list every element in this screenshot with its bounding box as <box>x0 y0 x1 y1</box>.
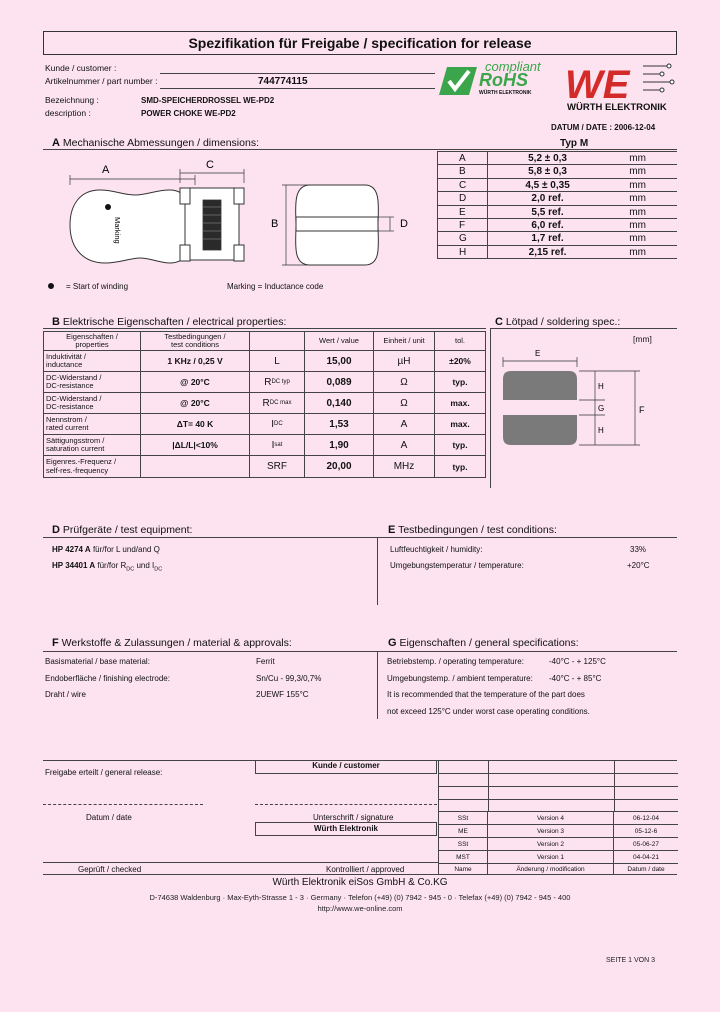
table-row: Sättigungsstrom / saturation current |ΔL/L|<10% I sat 1,90 A typ. <box>44 435 485 456</box>
soldering-unit: [mm] <box>633 334 652 344</box>
section-d-letter: D <box>52 524 60 536</box>
section-c-letter: C <box>495 316 503 328</box>
table-row: DC-Widerstand / DC-resistance @ 20°C R DC typ 0,089 Ω typ. <box>44 372 485 393</box>
brand-name: WÜRTH ELEKTRONIK <box>567 102 667 113</box>
designation-value: SMD-SPEICHERDROSSEL WE-PD2 <box>141 96 275 105</box>
rohs-text: RoHS <box>479 70 528 90</box>
customer-label: Kunde / customer : <box>45 63 117 73</box>
pad-label-h1: H <box>598 382 604 391</box>
wire-value: 2UEWF 155°C <box>256 690 309 699</box>
dimension-row: G 1,7 ref. mm <box>438 232 677 245</box>
part-number-label: Artikelnummer / part number : <box>45 76 158 86</box>
revision-header-row: Name Änderung / modification Datum / date <box>439 864 678 875</box>
section-g-heading <box>388 637 579 649</box>
winding-start-dot <box>105 204 111 210</box>
section-c-heading <box>495 316 620 328</box>
table-row: DC-Widerstand / DC-resistance @ 20°C R DC max 0,140 Ω max. <box>44 393 485 414</box>
section-f-right-border <box>377 651 378 719</box>
revision-table <box>438 760 677 874</box>
dim-label-b: B <box>271 218 279 230</box>
release-bottom-rule <box>43 874 677 875</box>
dimension-drawing <box>60 155 430 285</box>
dimension-row: C 4,5 ± 0,35 mm <box>438 179 677 192</box>
base-material-value: Ferrit <box>256 657 275 666</box>
document-title: Spezifikation für Freigabe / specification for release <box>43 31 677 55</box>
footer-address: D-74638 Waldenburg · Max-Eyth-Strasse 1 - 3 · Germany · Telefon (+49) (0) 7942 - 945 - 0 · Telefax (+49) (0) 7942 - 945 - 400 <box>149 893 571 902</box>
customer-underline <box>160 73 435 74</box>
dimension-row: B 5,8 ± 0,3 mm <box>438 165 677 178</box>
section-f-heading <box>52 637 292 649</box>
customer-box: Kunde / customer <box>255 760 437 774</box>
section-c-title: Lötpad / soldering spec.: <box>505 316 621 328</box>
document-date: DATUM / DATE : 2006-12-04 <box>551 123 656 132</box>
rohs-logo <box>437 61 552 99</box>
part-number-value: 744774115 <box>258 76 308 87</box>
legend-marking: Marking = Inductance code <box>227 282 324 291</box>
section-e-title: Testbedingungen / test conditions: <box>398 524 557 536</box>
section-d-heading <box>52 524 192 536</box>
we-box: Würth Elektronik <box>255 822 437 836</box>
we-logo-icon <box>563 60 678 104</box>
section-b-title: Elektrische Eigenschaften / electrical properties: <box>62 316 287 328</box>
dimension-row: A 5,2 ± 0,3 mm <box>438 152 677 165</box>
approved-label: Kontrolliert / approved <box>326 865 405 874</box>
section-f-title: Werkstoffe & Zulassungen / material & approvals: <box>61 637 292 649</box>
electrical-table-header: Eigenschaften / properties Testbedingungen / test conditions Wert / value Einheit / unit tol. <box>44 332 485 351</box>
part-number-underline <box>160 88 435 89</box>
section-d-rule <box>43 537 377 538</box>
temp-note-2: not exceed 125°C under worst case operating conditions. <box>387 707 590 716</box>
revision-row: ME Version 3 05-12-6 <box>439 825 678 838</box>
top-view-outline <box>70 190 195 263</box>
section-a-letter: A <box>52 137 60 149</box>
section-c-rule <box>490 328 677 329</box>
side-view-tab-tl <box>180 188 190 204</box>
date-signature-line <box>43 804 203 805</box>
test-equipment-1: HP 4274 A für/for L und/and Q <box>52 545 160 554</box>
description-value: POWER CHOKE WE-PD2 <box>141 109 236 118</box>
pad-label-e: E <box>535 349 541 358</box>
base-material-label: Basismaterial / base material: <box>45 657 150 666</box>
section-a-title: Mechanische Abmessungen / dimensions: <box>62 137 259 149</box>
section-d-right-border <box>377 537 378 605</box>
wire-label: Draht / wire <box>45 690 86 699</box>
dim-label-d: D <box>400 218 408 230</box>
dim-label-a: A <box>102 164 110 176</box>
section-b-letter: B <box>52 316 60 328</box>
dimension-row: D 2,0 ref. mm <box>438 192 677 205</box>
test-equipment-2: HP 34401 A für/for $R_{DC}$ und $I_{DC}$ <box>52 561 163 573</box>
pad-label-g: G <box>598 404 605 413</box>
table-row: Induktivität / inductance 1 KHz / 0,25 V L 15,00 µH ±20% <box>44 351 485 372</box>
section-e-heading <box>388 524 557 536</box>
section-b-rule <box>43 328 486 329</box>
solder-pad-bottom <box>503 415 577 445</box>
dimension-row: F 6,0 ref. mm <box>438 219 677 232</box>
checked-label: Geprüft / checked <box>78 865 142 874</box>
side-view-tab-bl <box>180 245 190 261</box>
dim-label-c: C <box>206 159 214 171</box>
revision-row: SSt Version 4 06-12-04 <box>439 812 678 825</box>
marking-label: Marking <box>113 217 122 244</box>
customer-signature-line <box>255 804 437 805</box>
legend-start-of-winding: = Start of winding <box>66 282 129 291</box>
description-label: description : <box>45 108 91 118</box>
temperature-label: Umgebungstemperatur / temperature: <box>390 561 524 570</box>
we-logo <box>563 60 678 116</box>
operating-temp-label: Betriebstemp. / operating temperature: <box>387 657 524 666</box>
pad-label-h2: H <box>598 426 604 435</box>
table-row: Eigenres.-Frequenz / self-res.-frequency SRF 20,00 MHz typ. <box>44 456 485 477</box>
date-label: Datum / date <box>86 813 132 822</box>
section-f-letter: F <box>52 637 59 649</box>
finishing-label: Endoberfläche / finishing electrode: <box>45 674 170 683</box>
section-g-letter: G <box>388 637 397 649</box>
operating-temp-value: -40°C - + 125°C <box>549 657 606 666</box>
section-b-heading <box>52 316 286 328</box>
dimension-row: E 5,5 ref. mm <box>438 206 677 219</box>
general-release-label: Freigabe erteilt / general release: <box>45 768 163 777</box>
section-g-title: Eigenschaften / general specifications: <box>399 637 579 649</box>
rohs-compliant-text: compliant <box>485 59 541 74</box>
designation-label: Bezeichnung : <box>45 95 99 105</box>
page-number: SEITE 1 VON 3 <box>606 957 656 964</box>
humidity-value: 33% <box>630 545 647 554</box>
electrical-table <box>43 331 486 478</box>
we-logo-glyph: WE <box>565 63 630 104</box>
checked-line <box>43 862 438 863</box>
pad-label-f: F <box>639 405 645 415</box>
side-view-tab-tr <box>234 188 244 204</box>
section-d-title: Prüfgeräte / test equipment: <box>62 524 193 536</box>
type-header: Typ M <box>560 138 589 149</box>
section-f-rule <box>43 651 377 652</box>
footer-company: Würth Elektronik eiSos GmbH & Co.KG <box>272 877 448 888</box>
section-g-rule <box>377 651 677 652</box>
section-a-rule <box>43 149 677 150</box>
revision-row: MST Version 1 04-04-21 <box>439 851 678 864</box>
solder-pad-top <box>503 371 577 400</box>
ambient-temp-label: Umgebungstemp. / ambient temperature: <box>387 674 533 683</box>
table-row: Nennstrom / rated current ΔT= 40 K I DC 1,53 A max. <box>44 414 485 435</box>
soldering-pad-drawing <box>495 345 675 460</box>
finishing-value: Sn/Cu - 99,3/0,7% <box>256 674 322 683</box>
winding <box>203 200 221 250</box>
temperature-value: +20°C <box>627 561 650 570</box>
signature-label: Unterschrift / signature <box>313 813 394 822</box>
revision-row: SSt Version 2 05-06-27 <box>439 838 678 851</box>
side-view-tab-br <box>234 245 244 261</box>
section-a-heading <box>52 137 259 149</box>
temp-note-1: It is recommended that the temperature of the part does <box>387 690 585 699</box>
dimension-row: H 2,15 ref. mm <box>438 246 677 259</box>
dimension-table <box>437 151 677 259</box>
rohs-sub-text: WÜRTH ELEKTRONIK <box>479 90 532 96</box>
section-e-letter: E <box>388 524 396 536</box>
ambient-temp-value: -40°C - + 85°C <box>549 674 602 683</box>
front-view-gap <box>296 217 378 231</box>
footer-web-link[interactable]: http://www.we-online.com <box>317 904 403 913</box>
section-e-rule <box>377 537 677 538</box>
section-c-left-border <box>490 328 491 488</box>
humidity-label: Luftfeuchtigkeit / humidity: <box>390 545 483 554</box>
legend-dot-icon <box>48 283 54 289</box>
